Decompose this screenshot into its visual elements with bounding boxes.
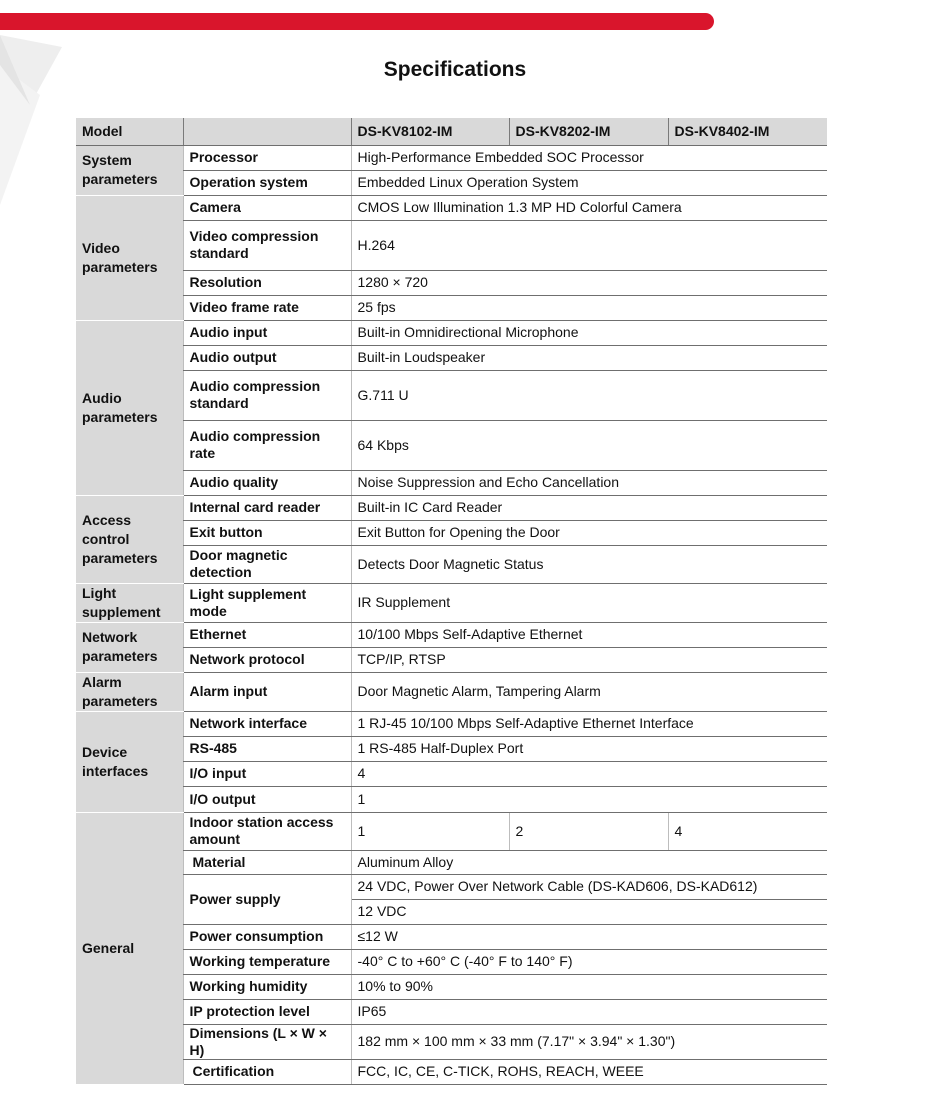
spec-row bbox=[76, 370, 827, 420]
value-door-magnetic-detection: Detects Door Magnetic Status bbox=[351, 545, 827, 583]
value-audio-quality: Noise Suppression and Echo Cancellation bbox=[351, 470, 827, 495]
param-audio-compression-rate bbox=[183, 420, 351, 470]
value-camera: CMOS Low Illumination 1.3 MP HD Colorful Camera bbox=[351, 195, 827, 220]
param-audio-input bbox=[183, 320, 351, 345]
section-label-light-supplement: Light supplement bbox=[76, 583, 183, 622]
value-material: Aluminum Alloy bbox=[351, 850, 827, 874]
param-label: Door magnetic detection bbox=[189, 547, 288, 580]
spec-row bbox=[76, 974, 827, 999]
spec-row bbox=[76, 583, 827, 622]
param-label: Working temperature bbox=[189, 953, 331, 969]
brand-bar bbox=[0, 13, 714, 30]
value-ethernet: 10/100 Mbps Self-Adaptive Ethernet bbox=[351, 622, 827, 647]
param-working-humidity bbox=[183, 974, 351, 999]
param-label: Exit button bbox=[189, 524, 263, 540]
param-rs-485 bbox=[183, 736, 351, 761]
value-working-humidity: 10% to 90% bbox=[351, 974, 827, 999]
param-camera bbox=[183, 195, 351, 220]
spec-row bbox=[76, 495, 827, 520]
spec-row bbox=[76, 320, 827, 345]
param-label: Resolution bbox=[189, 274, 262, 290]
param-operation-system bbox=[183, 170, 351, 195]
param-label: Processor bbox=[189, 149, 258, 165]
value-i-o-output: 1 bbox=[351, 786, 827, 812]
model-ds-kv8202-im: DS-KV8202-IM bbox=[509, 118, 668, 145]
spec-row bbox=[76, 812, 827, 850]
param-label: Dimensions (L × W × H) bbox=[189, 1024, 327, 1058]
spec-row bbox=[76, 672, 827, 711]
value-audio-compression-standard: G.711 U bbox=[351, 370, 827, 420]
spec-row bbox=[76, 924, 827, 949]
param-label: Audio output bbox=[189, 349, 277, 365]
section-label-access-control-parameters: Access control parameters bbox=[76, 495, 183, 583]
param-exit-button bbox=[183, 520, 351, 545]
value-power-supply: 24 VDC, Power Over Network Cable (DS-KAD606, DS-KAD612) bbox=[351, 874, 827, 899]
section-label-general: General bbox=[76, 812, 183, 1084]
spec-row bbox=[76, 761, 827, 786]
spec-row bbox=[76, 999, 827, 1024]
param-label: I/O input bbox=[189, 765, 247, 781]
spec-row bbox=[76, 145, 827, 170]
value-internal-card-reader: Built-in IC Card Reader bbox=[351, 495, 827, 520]
param-audio-compression-standard bbox=[183, 370, 351, 420]
page-title: Specifications bbox=[383, 58, 527, 81]
param-label: Certification bbox=[192, 1063, 275, 1079]
model-ds-kv8402-im: DS-KV8402-IM bbox=[668, 118, 827, 145]
param-i-o-input bbox=[183, 761, 351, 786]
value-dimensions-l-w-h: 182 mm × 100 mm × 33 mm (7.17" × 3.94" × 1.30") bbox=[351, 1024, 827, 1059]
param-label: Alarm input bbox=[189, 683, 268, 699]
value-light-supplement-mode: IR Supplement bbox=[351, 583, 827, 622]
param-video-frame-rate bbox=[183, 295, 351, 320]
value-processor: High-Performance Embedded SOC Processor bbox=[351, 145, 827, 170]
spec-row bbox=[76, 470, 827, 495]
value-resolution: 1280 × 720 bbox=[351, 270, 827, 295]
spec-row bbox=[76, 786, 827, 812]
spec-row bbox=[76, 270, 827, 295]
param-label: I/O output bbox=[189, 790, 256, 807]
param-power-consumption bbox=[183, 924, 351, 949]
value-i-o-input: 4 bbox=[351, 761, 827, 786]
value-audio-compression-rate: 64 Kbps bbox=[351, 420, 827, 470]
value-operation-system: Embedded Linux Operation System bbox=[351, 170, 827, 195]
value-rs-485: 1 RS-485 Half-Duplex Port bbox=[351, 736, 827, 761]
spec-row bbox=[76, 1059, 827, 1084]
value-alarm-input: Door Magnetic Alarm, Tampering Alarm bbox=[351, 672, 827, 711]
spec-row bbox=[76, 520, 827, 545]
header-row bbox=[76, 118, 827, 145]
param-working-temperature bbox=[183, 949, 351, 974]
value-network-interface: 1 RJ-45 10/100 Mbps Self-Adaptive Ethernet Interface bbox=[351, 711, 827, 736]
spec-row bbox=[76, 647, 827, 672]
value-audio-input: Built-in Omnidirectional Microphone bbox=[351, 320, 827, 345]
spec-row bbox=[76, 295, 827, 320]
specifications-table bbox=[76, 118, 827, 1085]
param-certification bbox=[183, 1059, 351, 1084]
param-label: Indoor station access amount bbox=[189, 814, 334, 847]
value-model-3: 4 bbox=[668, 812, 827, 850]
section-label-audio-parameters: Audio parameters bbox=[76, 320, 183, 495]
param-label: Network protocol bbox=[189, 651, 305, 667]
value-audio-output: Built-in Loudspeaker bbox=[351, 345, 827, 370]
param-material bbox=[183, 850, 351, 874]
spec-row bbox=[76, 711, 827, 736]
param-label: Light supplement mode bbox=[189, 585, 307, 619]
param-label: Operation system bbox=[189, 174, 308, 190]
value-video-frame-rate: 25 fps bbox=[351, 295, 827, 320]
value-certification: FCC, IC, CE, C-TICK, ROHS, REACH, WEEE bbox=[351, 1059, 827, 1084]
param-label: Audio input bbox=[189, 324, 268, 340]
param-label: Internal card reader bbox=[189, 499, 321, 515]
param-label: Video compression standard bbox=[189, 228, 319, 261]
value-video-compression-standard: H.264 bbox=[351, 220, 827, 270]
model-ds-kv8102-im: DS-KV8102-IM bbox=[351, 118, 509, 145]
spec-row bbox=[76, 622, 827, 647]
section-label-device-interfaces: Device interfaces bbox=[76, 711, 183, 812]
param-label: Working humidity bbox=[189, 978, 308, 994]
value-exit-button: Exit Button for Opening the Door bbox=[351, 520, 827, 545]
header-blank-cell bbox=[183, 118, 351, 145]
value-power-supply-alt: 12 VDC bbox=[351, 899, 827, 924]
param-label: Material bbox=[192, 853, 246, 870]
param-ethernet bbox=[183, 622, 351, 647]
param-label: Video frame rate bbox=[189, 299, 299, 315]
spec-row bbox=[76, 345, 827, 370]
spec-row bbox=[76, 220, 827, 270]
section-label-system-parameters: System parameters bbox=[76, 145, 183, 195]
param-power-supply bbox=[183, 874, 351, 924]
param-label: Camera bbox=[189, 199, 241, 215]
value-ip-protection-level: IP65 bbox=[351, 999, 827, 1024]
param-alarm-input bbox=[183, 672, 351, 711]
param-indoor-station-access-amount bbox=[183, 812, 351, 850]
param-door-magnetic-detection bbox=[183, 545, 351, 583]
section-label-video-parameters: Video parameters bbox=[76, 195, 183, 320]
param-resolution bbox=[183, 270, 351, 295]
section-label-alarm-parameters: Alarm parameters bbox=[76, 672, 183, 711]
param-ip-protection-level bbox=[183, 999, 351, 1024]
param-audio-output bbox=[183, 345, 351, 370]
spec-row bbox=[76, 850, 827, 874]
spec-row bbox=[76, 420, 827, 470]
param-label: IP protection level bbox=[189, 1003, 310, 1019]
param-network-protocol bbox=[183, 647, 351, 672]
param-label: Ethernet bbox=[189, 626, 247, 642]
param-processor bbox=[183, 145, 351, 170]
spec-body bbox=[76, 118, 827, 1084]
spec-row bbox=[76, 949, 827, 974]
value-model-1: 1 bbox=[351, 812, 509, 850]
param-dimensions-l-w-h bbox=[183, 1024, 351, 1059]
param-label: Network interface bbox=[189, 715, 307, 731]
param-label: RS-485 bbox=[189, 740, 237, 756]
param-label: Power supply bbox=[189, 890, 281, 907]
section-label-network-parameters: Network parameters bbox=[76, 622, 183, 672]
param-internal-card-reader bbox=[183, 495, 351, 520]
value-power-consumption: ≤12 W bbox=[351, 924, 827, 949]
spec-row bbox=[76, 545, 827, 583]
param-label: Audio compression rate bbox=[189, 428, 321, 461]
spec-row bbox=[76, 736, 827, 761]
spec-row bbox=[76, 170, 827, 195]
param-light-supplement-mode bbox=[183, 583, 351, 622]
param-label: Power consumption bbox=[189, 928, 324, 944]
model-label: Model bbox=[76, 118, 183, 145]
value-network-protocol: TCP/IP, RTSP bbox=[351, 647, 827, 672]
param-video-compression-standard bbox=[183, 220, 351, 270]
param-label: Audio compression standard bbox=[189, 378, 321, 411]
param-label: Audio quality bbox=[189, 474, 279, 490]
value-model-2: 2 bbox=[509, 812, 668, 850]
param-i-o-output bbox=[183, 786, 351, 812]
spec-row bbox=[76, 195, 827, 220]
value-working-temperature: -40° C to +60° C (-40° F to 140° F) bbox=[351, 949, 827, 974]
spec-row bbox=[76, 874, 827, 899]
param-network-interface bbox=[183, 711, 351, 736]
spec-row bbox=[76, 1024, 827, 1059]
param-audio-quality bbox=[183, 470, 351, 495]
